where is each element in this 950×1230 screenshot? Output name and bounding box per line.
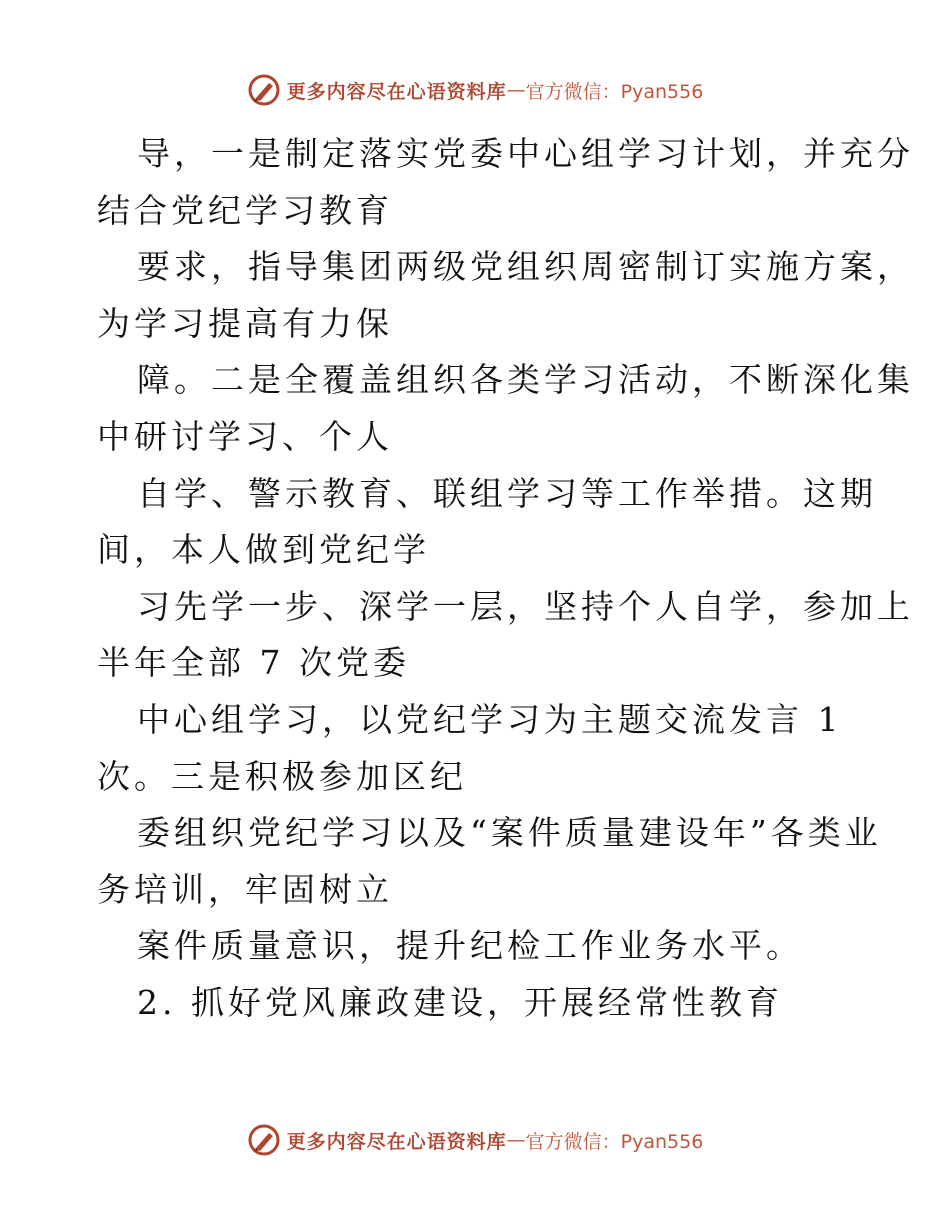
header-banner-dash: — bbox=[506, 79, 526, 101]
pen-logo-icon bbox=[247, 1123, 281, 1157]
body-line: 中研讨学习、个人 bbox=[97, 416, 393, 456]
body-line: 2. 抓好党风廉政建设，开展经常性教育 bbox=[137, 982, 783, 1022]
body-line: 次。三是积极参加区纪 bbox=[97, 756, 467, 796]
body-line: 障。二是全覆盖组织各类学习活动，不断深化集 bbox=[137, 360, 914, 400]
body-line: 要求，指导集团两级党组织周密制订实施方案， bbox=[137, 247, 914, 287]
body-line: 半年全部 7 次党委 bbox=[97, 643, 410, 683]
body-line: 导，一是制定落实党委中心组学习计划，并充分 bbox=[137, 134, 914, 173]
body-line: 案件质量意识，提升纪检工作业务水平。 bbox=[137, 926, 803, 966]
header-banner-text: 更多内容尽在心语资料库 bbox=[286, 80, 507, 103]
footer-banner bbox=[0, 1120, 950, 1160]
body-line: 中心组学习，以党纪学习为主题交流发言 1 bbox=[137, 699, 843, 739]
document-body bbox=[97, 126, 914, 1032]
header-banner bbox=[0, 70, 950, 110]
footer-banner-sub: 官方微信：Pyan556 bbox=[525, 1130, 704, 1153]
pen-logo-icon bbox=[247, 73, 281, 107]
body-line: 间，本人做到党纪学 bbox=[97, 530, 430, 570]
footer-banner-dash: — bbox=[506, 1129, 526, 1151]
footer-banner-text: 更多内容尽在心语资料库 bbox=[286, 1130, 507, 1153]
body-line: 结合党纪学习教育 bbox=[97, 190, 393, 230]
body-line: 委组织党纪学习以及“案件质量建设年”各类业 bbox=[137, 813, 882, 853]
body-line: 为学习提高有力保 bbox=[97, 303, 393, 343]
body-line: 务培训，牢固树立 bbox=[97, 869, 393, 909]
body-line: 习先学一步、深学一层，坚持个人自学，参加上 bbox=[137, 586, 914, 626]
header-banner-sub: 官方微信：Pyan556 bbox=[525, 80, 704, 103]
body-line: 自学、警示教育、联组学习等工作举措。这期 bbox=[137, 473, 877, 513]
